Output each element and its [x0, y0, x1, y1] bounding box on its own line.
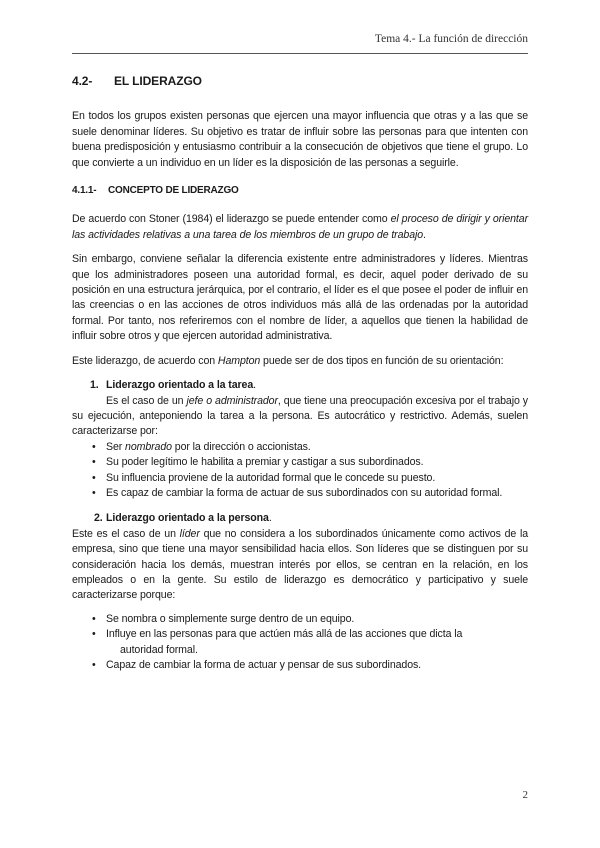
type1-bullet-list — [72, 440, 528, 502]
bullet-text: Su influencia proviene de la autoridad formal que le concede su puesto. — [106, 471, 436, 484]
bullet-icon: • — [92, 486, 96, 499]
concept-p1-text: De acuerdo con Stoner (1984) el liderazgo se puede entender como — [72, 213, 391, 226]
subsection-number: 4.1.1- — [72, 185, 97, 197]
list-item — [72, 627, 528, 658]
running-header: Tema 4.- La función de dirección — [374, 33, 528, 45]
type2-desc-text: Este es el caso de un — [72, 527, 180, 540]
section-heading — [72, 74, 528, 89]
intro-paragraph: En todos los grupos existen personas que ejercen una mayor influencia que otras y a las que se suele denominar líderes. Su objetivo es tratar de influir sobre las personas para que intenten con buena predisposición y entusiasmo contribuir a la consecución de objetivos que tiene el grupo. Lo que convierte a un individuo en un líder es la disposición de las personas a seguirle. — [72, 110, 528, 169]
list-item — [72, 486, 528, 501]
bullet-icon: • — [92, 456, 96, 469]
bullet-text: Es capaz de cambiar la forma de actuar de sus subordinados con su autoridad formal. — [106, 486, 503, 499]
concept-paragraph-1 — [72, 212, 528, 243]
bullet-icon: • — [92, 612, 96, 625]
section-number: 4.2- — [72, 74, 93, 88]
bullet-icon: • — [92, 440, 96, 453]
type2-bullet-list — [72, 612, 528, 674]
concept-p1-end: . — [423, 228, 426, 241]
subsection-title: CONCEPTO DE LIDERAZGO — [108, 185, 239, 197]
concept-p3-text: Este liderazgo, de acuerdo con — [72, 354, 218, 367]
concept-p3-end: puede ser de dos tipos en función de su orientación: — [260, 354, 504, 367]
type1-desc-rest: , que tiene una preocupación excesiva por el trabajo y su ejecución, anteponiendo la tarea a la persona. Es autocrático y restrictivo. Además, suelen caracterizarse por: — [72, 394, 528, 438]
bullet-text-continued: autoridad formal. — [120, 643, 198, 656]
type2-description — [72, 527, 528, 604]
bullet-icon: • — [92, 659, 96, 671]
concept-paragraph-2: Sin embargo, conviene señalar la diferencia existente entre administradores y líderes. Mientras que los administradores poseen una autoridad formal, es decir, aquel poder derivado de su posición en una estructura jerárquica, por el contrario, el líder es el que posee el poder de influir en las creencias o en las acciones de otros individuos más allá de las ordenadas por la autoridad formal. Por tanto, nos referiremos con el nombre de líder, a aquellos que tienen la habilidad de influir sobre otros y que ejercen autoridad administrativa. — [72, 253, 528, 343]
type2-title-end: . — [268, 512, 272, 525]
concept-paragraph-3 — [72, 354, 528, 369]
bullet-text-end: por la dirección o accionistas. — [171, 440, 311, 453]
type1-description — [72, 394, 528, 440]
concept-p3-italic: Hampton — [217, 354, 261, 367]
subsection-heading — [72, 183, 528, 198]
list-item — [72, 455, 528, 470]
type1-heading — [90, 378, 528, 393]
bullet-text: Capaz de cambiar la forma de actuar y pensar de sus subordinados. — [106, 659, 422, 671]
type2-desc-rest: que no considera a los subordinados únicamente como activos de la empresa, sino que tiene una mayor sensibilidad hacia ellos. Son líderes que se distinguen por su consideración hacia los demás, muestran interés por ellos, se centran en la relación, en los empleados o en la gente. Su estilo de liderazgo es democrático y participativo y suele caracterizarse porque: — [72, 527, 528, 602]
bullet-icon: • — [92, 471, 96, 484]
list-item — [72, 612, 528, 627]
type2-title: Liderazgo orientado a la persona — [106, 512, 269, 525]
section-title: EL LIDERAZGO — [114, 74, 202, 88]
type1-desc-italic: jefe o administrador — [186, 394, 278, 407]
type2-desc-italic: líder — [179, 527, 200, 540]
type1-title: Liderazgo orientado a la tarea — [106, 379, 254, 392]
list-item — [72, 440, 528, 455]
bullet-text: Ser — [106, 440, 126, 453]
type1-desc-text: Es el caso de un — [106, 394, 187, 407]
list-item — [72, 471, 528, 486]
list-item — [72, 658, 528, 673]
bullet-text: Su poder legítimo le habilita a premiar y castigar a sus subordinados. — [106, 456, 424, 469]
type1-title-end: . — [253, 379, 256, 392]
page-number: 2 — [522, 789, 528, 801]
bullet-text: Influye en las personas para que actúen más allá de las acciones que dicta la — [106, 628, 463, 641]
concept-p1-italic: el proceso de dirigir y orientar las actividades relativas a una tarea de los miembros de un grupo de trabajo — [72, 213, 528, 241]
bullet-text: Se nombra o simplemente surge dentro de un equipo. — [106, 612, 355, 625]
type2-heading — [94, 511, 528, 526]
type2-number: 2. — [94, 512, 103, 525]
bullet-italic: nombrado — [125, 440, 172, 453]
header-rule — [72, 53, 528, 54]
type1-number: 1. — [90, 379, 99, 392]
page-content — [72, 72, 528, 683]
bullet-icon: • — [92, 628, 96, 641]
